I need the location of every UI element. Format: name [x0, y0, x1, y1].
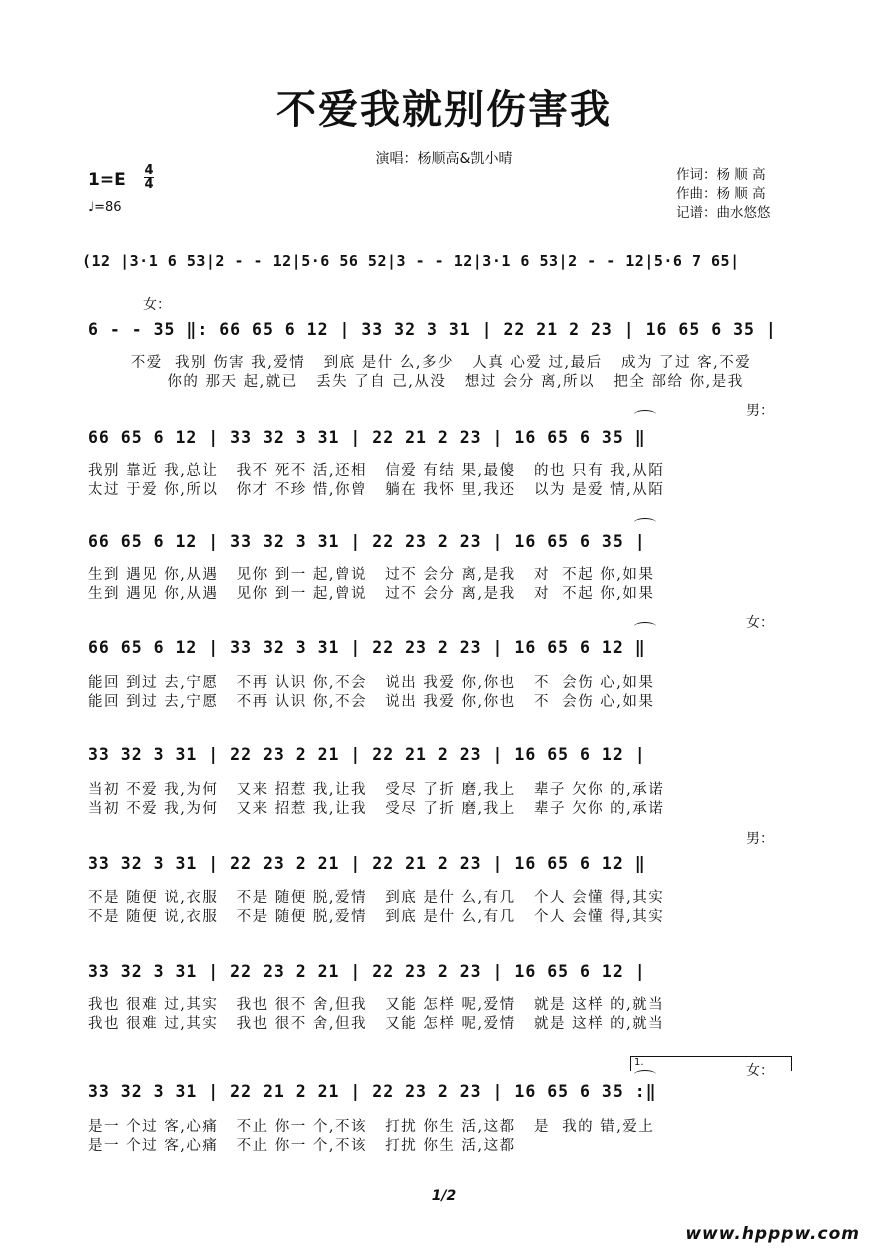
volta-number: 1. [634, 1057, 644, 1068]
prelude-notation: (12 |3·1 6 53|2 - - 12|5·6 56 52|3 - - 12|3·1 6 53|2 - - 12|5·6 7 65| [82, 252, 740, 270]
lyric-row-5b: 当初 不爱 我,为何 又来 招惹 我,让我 受尽 了折 磨,我上 辈子 欠你 的,承诺 [88, 801, 665, 817]
singer-line: 演唱：杨顺高&凯小晴 [375, 151, 513, 167]
song-title: 不爱我就别伤害我 [276, 86, 612, 133]
slur-mark [634, 622, 656, 631]
slur-mark [634, 518, 656, 527]
notation-row-7: 33 32 3 31 | 22 23 2 21 | 22 23 2 23 | 16 65 6 12 | [88, 962, 646, 981]
site-watermark: www.hpppw.com [685, 1224, 860, 1244]
notation-row-6: 33 32 3 31 | 22 23 2 21 | 22 21 2 23 | 16 65 6 12 ‖ [88, 854, 646, 873]
notation-row-1: 6 - - 35 ‖: 66 65 6 12 | 33 32 3 31 | 22 21 2 23 | 16 65 6 35 | [88, 320, 777, 339]
lyric-row-8b: 是一 个过 客,心痛 不止 你一 个,不该 打扰 你生 活,这都 [88, 1138, 516, 1154]
role-female-label: 女： [746, 1063, 774, 1079]
lyric-row-3b: 生到 遇见 你,从遇 见你 到一 起,曾说 过不 会分 离,是我 对 不起 你,如果 [88, 586, 655, 602]
lyric-row-1a: 不爱 我别 伤害 我,爱情 到底 是什 么,多少 人真 心爱 过,最后 成为 了过 客,不爱 [88, 355, 752, 371]
lyric-row-3a: 生到 遇见 你,从遇 见你 到一 起,曾说 过不 会分 离,是我 对 不起 你,如果 [88, 567, 655, 583]
role-male-label: 男： [746, 831, 774, 847]
role-male-label: 男： [746, 403, 774, 419]
role-female-label: 女： [143, 297, 171, 313]
notation-row-2: 66 65 6 12 | 33 32 3 31 | 22 21 2 23 | 16 65 6 35 ‖ [88, 428, 646, 447]
transcriber: 记谱：曲水悠悠 [676, 205, 771, 221]
lyric-row-2b: 太过 于爱 你,所以 你才 不珍 惜,你曾 躺在 我怀 里,我还 以为 是爱 情,从陌 [88, 482, 665, 498]
lyric-row-4b: 能回 到过 去,宁愿 不再 认识 你,不会 说出 我爱 你,你也 不 会伤 心,如果 [88, 694, 655, 710]
credits [676, 166, 771, 223]
lyric-row-4a: 能回 到过 去,宁愿 不再 认识 你,不会 说出 我爱 你,你也 不 会伤 心,如果 [88, 675, 655, 691]
composer: 作曲：杨 顺 高 [676, 186, 766, 202]
notation-row-3: 66 65 6 12 | 33 32 3 31 | 22 23 2 23 | 16 65 6 35 | [88, 532, 646, 551]
page-number: 1/2 [431, 1188, 457, 1204]
key-label: 1=E [88, 170, 126, 190]
lyricist: 作词：杨 顺 高 [676, 167, 766, 183]
lyric-row-1b: 你的 那天 起,就已 丢失 了自 己,从没 想过 会分 离,所以 把全 部给 你,是我 [88, 374, 744, 390]
time-denominator: 4 [144, 177, 154, 192]
slur-mark [634, 1070, 656, 1079]
lyric-row-6b: 不是 随便 说,衣服 不是 随便 脱,爱情 到底 是什 么,有几 个人 会懂 得,其实 [88, 909, 665, 925]
lyric-row-8a: 是一 个过 客,心痛 不止 你一 个,不该 打扰 你生 活,这都 是 我的 错,爱上 [88, 1119, 655, 1135]
role-female-label: 女： [746, 615, 774, 631]
slur-mark [634, 410, 656, 419]
time-signature [144, 164, 154, 191]
time-numerator: 4 [144, 163, 154, 178]
lyric-row-7a: 我也 很难 过,其实 我也 很不 舍,但我 又能 怎样 呢,爱情 就是 这样 的,就当 [88, 997, 665, 1013]
notation-row-5: 33 32 3 31 | 22 23 2 21 | 22 21 2 23 | 16 65 6 12 | [88, 745, 646, 764]
lyric-row-2a: 我别 靠近 我,总让 我不 死不 活,还相 信爱 有结 果,最傻 的也 只有 我,从陌 [88, 463, 665, 479]
notation-row-8: 33 32 3 31 | 22 21 2 21 | 22 23 2 23 | 16 65 6 35 :‖ [88, 1082, 657, 1101]
lyric-row-6a: 不是 随便 说,衣服 不是 随便 脱,爱情 到底 是什 么,有几 个人 会懂 得,其实 [88, 890, 665, 906]
key-signature [88, 163, 154, 192]
lyric-row-7b: 我也 很难 过,其实 我也 很不 舍,但我 又能 怎样 呢,爱情 就是 这样 的,就当 [88, 1016, 665, 1032]
tempo-marking: ♩=86 [88, 200, 122, 215]
notation-row-4: 66 65 6 12 | 33 32 3 31 | 22 23 2 23 | 16 65 6 12 ‖ [88, 638, 646, 657]
lyric-row-5a: 当初 不爱 我,为何 又来 招惹 我,让我 受尽 了折 磨,我上 辈子 欠你 的,承诺 [88, 782, 665, 798]
